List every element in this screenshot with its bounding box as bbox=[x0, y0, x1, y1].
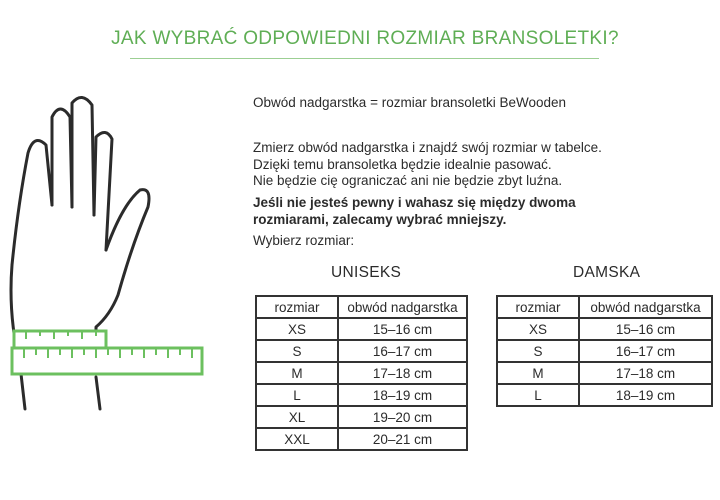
size-cell: S bbox=[497, 340, 579, 362]
intro-paragraph bbox=[253, 140, 602, 190]
hand-with-ruler-icon bbox=[0, 95, 210, 445]
women-table-title: DAMSKA bbox=[573, 264, 641, 281]
column-header-size: rozmiar bbox=[497, 296, 579, 318]
women-size-table bbox=[496, 295, 713, 407]
table-row bbox=[256, 362, 467, 384]
wrist-range-cell: 16–17 cm bbox=[579, 340, 712, 362]
wrist-range-cell: 18–19 cm bbox=[338, 384, 467, 406]
intro-line: Dzięki temu bransoletka będzie idealnie pasować. bbox=[253, 156, 552, 172]
wrist-range-cell: 16–17 cm bbox=[338, 340, 467, 362]
size-cell: M bbox=[497, 362, 579, 384]
advice-paragraph bbox=[253, 195, 576, 228]
intro-line: Nie będzie cię ograniczać ani nie będzie zbyt luźna. bbox=[253, 173, 563, 188]
size-cell: L bbox=[256, 384, 338, 406]
size-cell: XS bbox=[256, 318, 338, 340]
size-cell: XXL bbox=[256, 428, 338, 450]
table-row bbox=[497, 318, 712, 340]
column-header-wrist: obwód nadgarstka bbox=[579, 296, 712, 318]
wrist-range-cell: 20–21 cm bbox=[338, 428, 467, 450]
table-header-row bbox=[497, 296, 712, 318]
wrist-range-cell: 15–16 cm bbox=[338, 318, 467, 340]
size-cell: M bbox=[256, 362, 338, 384]
wrist-range-cell: 17–18 cm bbox=[338, 362, 467, 384]
table-header-row bbox=[256, 296, 467, 318]
intro-line: Zmierz obwód nadgarstka i znajdź swój rozmiar w tabelce. bbox=[253, 140, 602, 155]
table-row bbox=[256, 384, 467, 406]
size-cell: XL bbox=[256, 406, 338, 428]
title-divider bbox=[130, 58, 599, 59]
unisex-size-table bbox=[255, 295, 468, 451]
size-cell: L bbox=[497, 384, 579, 406]
wrist-range-cell: 17–18 cm bbox=[579, 362, 712, 384]
column-header-size: rozmiar bbox=[256, 296, 338, 318]
table-row bbox=[256, 340, 467, 362]
table-row bbox=[256, 406, 467, 428]
wrist-range-cell: 18–19 cm bbox=[579, 384, 712, 406]
table-row bbox=[497, 340, 712, 362]
formula-text: Obwód nadgarstka = rozmiar bransoletki BeWooden bbox=[253, 95, 567, 110]
unisex-table-title: UNISEKS bbox=[331, 264, 402, 281]
choose-size-label: Wybierz rozmiar: bbox=[253, 233, 355, 248]
column-header-wrist: obwód nadgarstka bbox=[338, 296, 467, 318]
wrist-range-cell: 15–16 cm bbox=[579, 318, 712, 340]
advice-line: Jeśli nie jesteś pewny i wahasz się między dwoma bbox=[253, 195, 576, 210]
wrist-range-cell: 19–20 cm bbox=[338, 406, 467, 428]
advice-line: rozmiarami, zalecamy wybrać mniejszy. bbox=[253, 211, 507, 227]
size-cell: XS bbox=[497, 318, 579, 340]
table-row bbox=[256, 318, 467, 340]
table-row bbox=[497, 362, 712, 384]
table-row bbox=[256, 428, 467, 450]
table-row bbox=[497, 384, 712, 406]
page-title: JAK WYBRAĆ ODPOWIEDNI ROZMIAR BRANSOLETKI? bbox=[111, 28, 619, 49]
size-cell: S bbox=[256, 340, 338, 362]
